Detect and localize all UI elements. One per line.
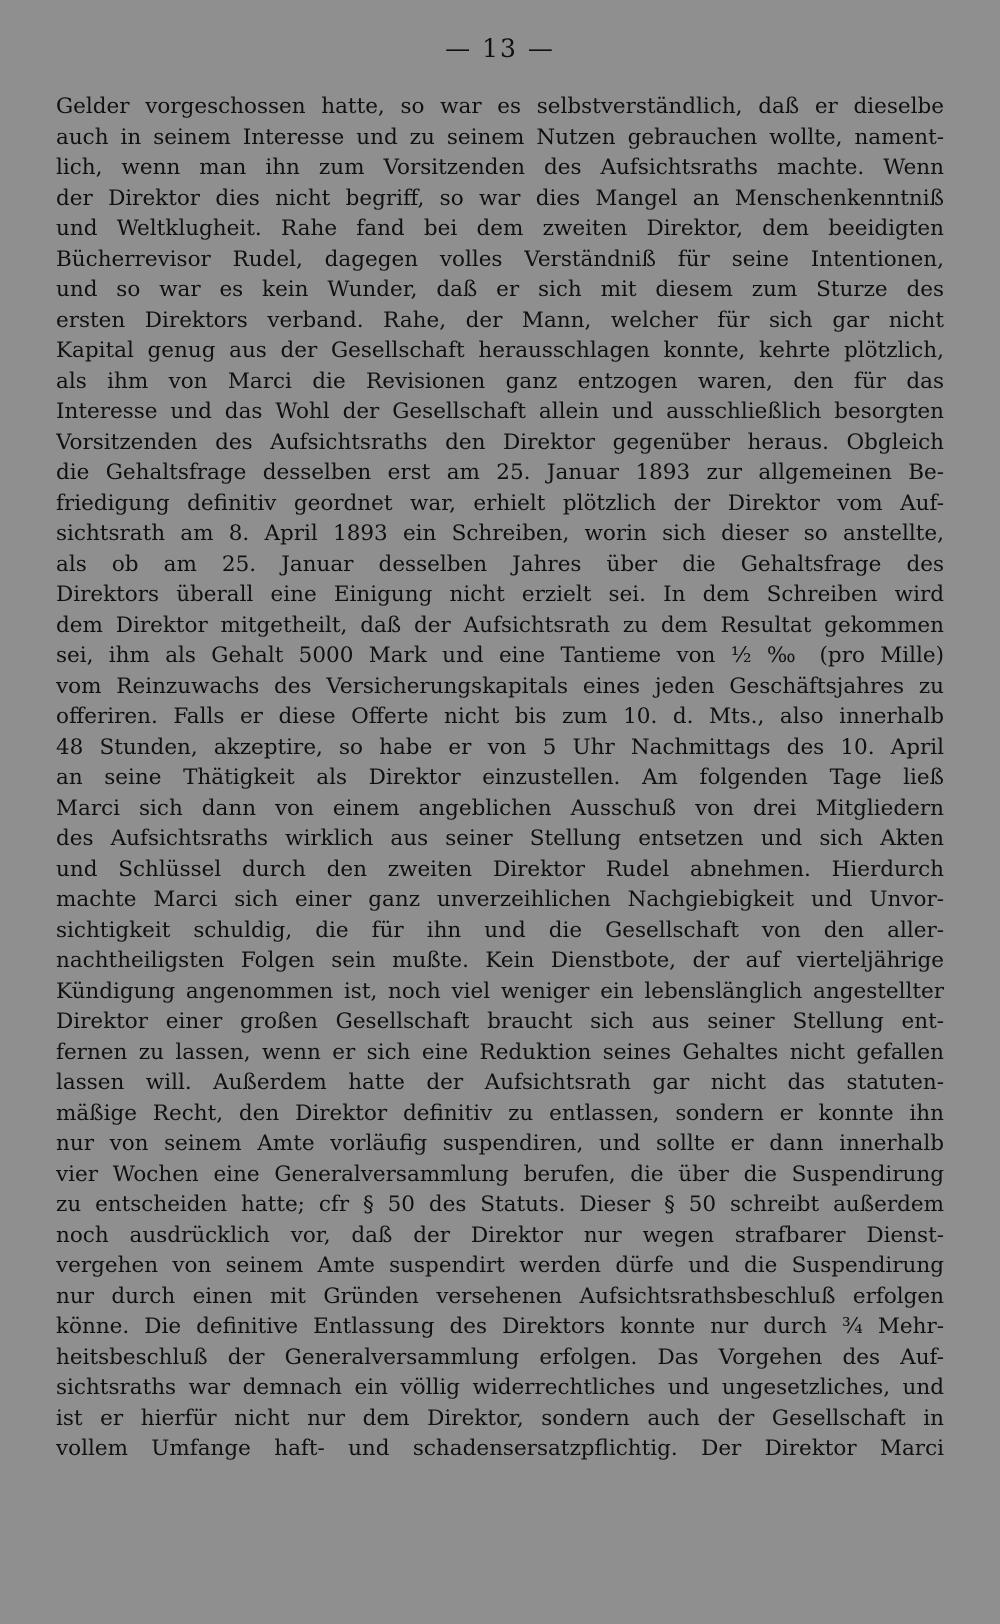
text-line: dem Direktor mitgetheilt, daß der Aufsichtsrath zu dem Resultat gekommen — [56, 612, 944, 638]
text-line: könne. Die definitive Entlassung des Direktors konnte nur durch ¾ Mehr- — [56, 1314, 944, 1339]
text-line: ersten Direktors verband. Rahe, der Mann, welcher für sich gar nicht — [56, 307, 944, 333]
text-line: und so war es kein Wunder, daß er sich mit diesem zum Sturze des — [56, 277, 944, 302]
text-line: lassen will. Außerdem hatte der Aufsichtsrath gar nicht das statuten- — [56, 1070, 944, 1095]
text-line: vergehen von seinem Amte suspendirt werden dürfe und die Suspendirung — [56, 1253, 944, 1278]
text-line: des Aufsichtsraths wirklich aus seiner Stellung entsetzen und sich Akten — [56, 826, 944, 851]
text-line: friedigung definitiv geordnet war, erhielt plötzlich der Direktor vom Auf- — [56, 490, 944, 516]
text-line: 48 Stunden, akzeptire, so habe er von 5 Uhr Nachmittags des 10. April — [56, 734, 944, 760]
text-line: Bücherrevisor Rudel, dagegen volles Verständniß für seine Intentionen, — [56, 246, 944, 272]
text-line: die Gehaltsfrage desselben erst am 25. Januar 1893 zur allgemeinen Be- — [56, 460, 944, 485]
text-line: sei, ihm als Gehalt 5000 Mark und eine Tantieme von ½ ‰ (pro Mille) — [56, 643, 944, 668]
text-line: vollem Umfange haft- und schadensersatzpflichtig. Der Direktor Marci — [56, 1436, 944, 1461]
text-line: nur von seinem Amte vorläufig suspendiren, und sollte er dann innerhalb — [56, 1131, 944, 1156]
text-line: fernen zu lassen, wenn er sich eine Reduktion seines Gehaltes nicht gefallen — [56, 1039, 944, 1065]
text-line: zu entscheiden hatte; cfr § 50 des Statuts. Dieser § 50 schreibt außerdem — [56, 1192, 944, 1217]
text-line: Direktor einer großen Gesellschaft braucht sich aus seiner Stellung ent- — [56, 1009, 944, 1034]
text-line: noch ausdrücklich vor, daß der Direktor nur wegen strafbarer Dienst- — [56, 1222, 944, 1248]
text-line: an seine Thätigkeit als Direktor einzustellen. Am folgenden Tage ließ — [56, 765, 944, 790]
text-line: nachtheiligsten Folgen sein mußte. Kein Dienstbote, der auf vierteljährige — [56, 948, 944, 973]
text-line: Kapital genug aus der Gesellschaft herausschlagen konnte, kehrte plötzlich, — [56, 338, 944, 363]
text-line: der Direktor dies nicht begriff, so war dies Mangel an Menschenkenntniß — [56, 185, 944, 211]
text-line: lich, wenn man ihn zum Vorsitzenden des Aufsichtsraths machte. Wenn — [56, 155, 944, 180]
text-line: Vorsitzenden des Aufsichtsraths den Direktor gegenüber heraus. Obgleich — [56, 429, 944, 455]
text-line: nur durch einen mit Gründen versehenen Aufsichtsrathsbeschluß erfolgen — [56, 1283, 944, 1309]
text-line: und Schlüssel durch den zweiten Direktor Rudel abnehmen. Hierdurch — [56, 856, 944, 882]
text-line: offeriren. Falls er diese Offerte nicht bis zum 10. d. Mts., also innerhalb — [56, 704, 944, 729]
text-line: auch in seinem Interesse und zu seinem Nutzen gebrauchen wollte, nament- — [56, 124, 944, 150]
text-line: als ob am 25. Januar desselben Jahres über die Gehaltsfrage des — [56, 551, 944, 577]
text-line: Direktors überall eine Einigung nicht erzielt sei. In dem Schreiben wird — [56, 582, 944, 607]
text-line: als ihm von Marci die Revisionen ganz entzogen waren, den für das — [56, 368, 944, 394]
body-text — [56, 92, 944, 1465]
text-line: Kündigung angenommen ist, noch viel weniger ein lebenslänglich angestellter — [56, 978, 944, 1004]
page-number: — 13 — — [445, 34, 555, 63]
text-line: vom Reinzuwachs des Versicherungskapitals eines jeden Geschäftsjahres zu — [56, 673, 944, 699]
text-line: Gelder vorgeschossen hatte, so war es selbstverständlich, daß er dieselbe — [56, 94, 944, 119]
text-line: und Weltklugheit. Rahe fand bei dem zweiten Direktor, dem beeidigten — [56, 216, 944, 241]
text-line: heitsbeschluß der Generalversammlung erfolgen. Das Vorgehen des Auf- — [56, 1344, 944, 1370]
text-line: sichtsraths war demnach ein völlig widerrechtliches und ungesetzliches, und — [56, 1375, 944, 1400]
text-line: mäßige Recht, den Direktor definitiv zu entlassen, sondern er konnte ihn — [56, 1100, 944, 1126]
text-line: Marci sich dann von einem angeblichen Ausschuß von drei Mitgliedern — [56, 795, 944, 821]
text-line: Interesse und das Wohl der Gesellschaft allein und ausschließlich besorgten — [56, 399, 944, 424]
text-line: machte Marci sich einer ganz unverzeihlichen Nachgiebigkeit und Unvor- — [56, 887, 944, 912]
text-line: ist er hierfür nicht nur dem Direktor, sondern auch der Gesellschaft in — [56, 1405, 944, 1431]
text-line: sichtsrath am 8. April 1893 ein Schreiben, worin sich dieser so anstellte, — [56, 521, 944, 546]
text-line: vier Wochen eine Generalversammlung berufen, die über die Suspendirung — [56, 1161, 944, 1187]
text-line: sichtigkeit schuldig, die für ihn und die Gesellschaft von den aller- — [56, 917, 944, 943]
